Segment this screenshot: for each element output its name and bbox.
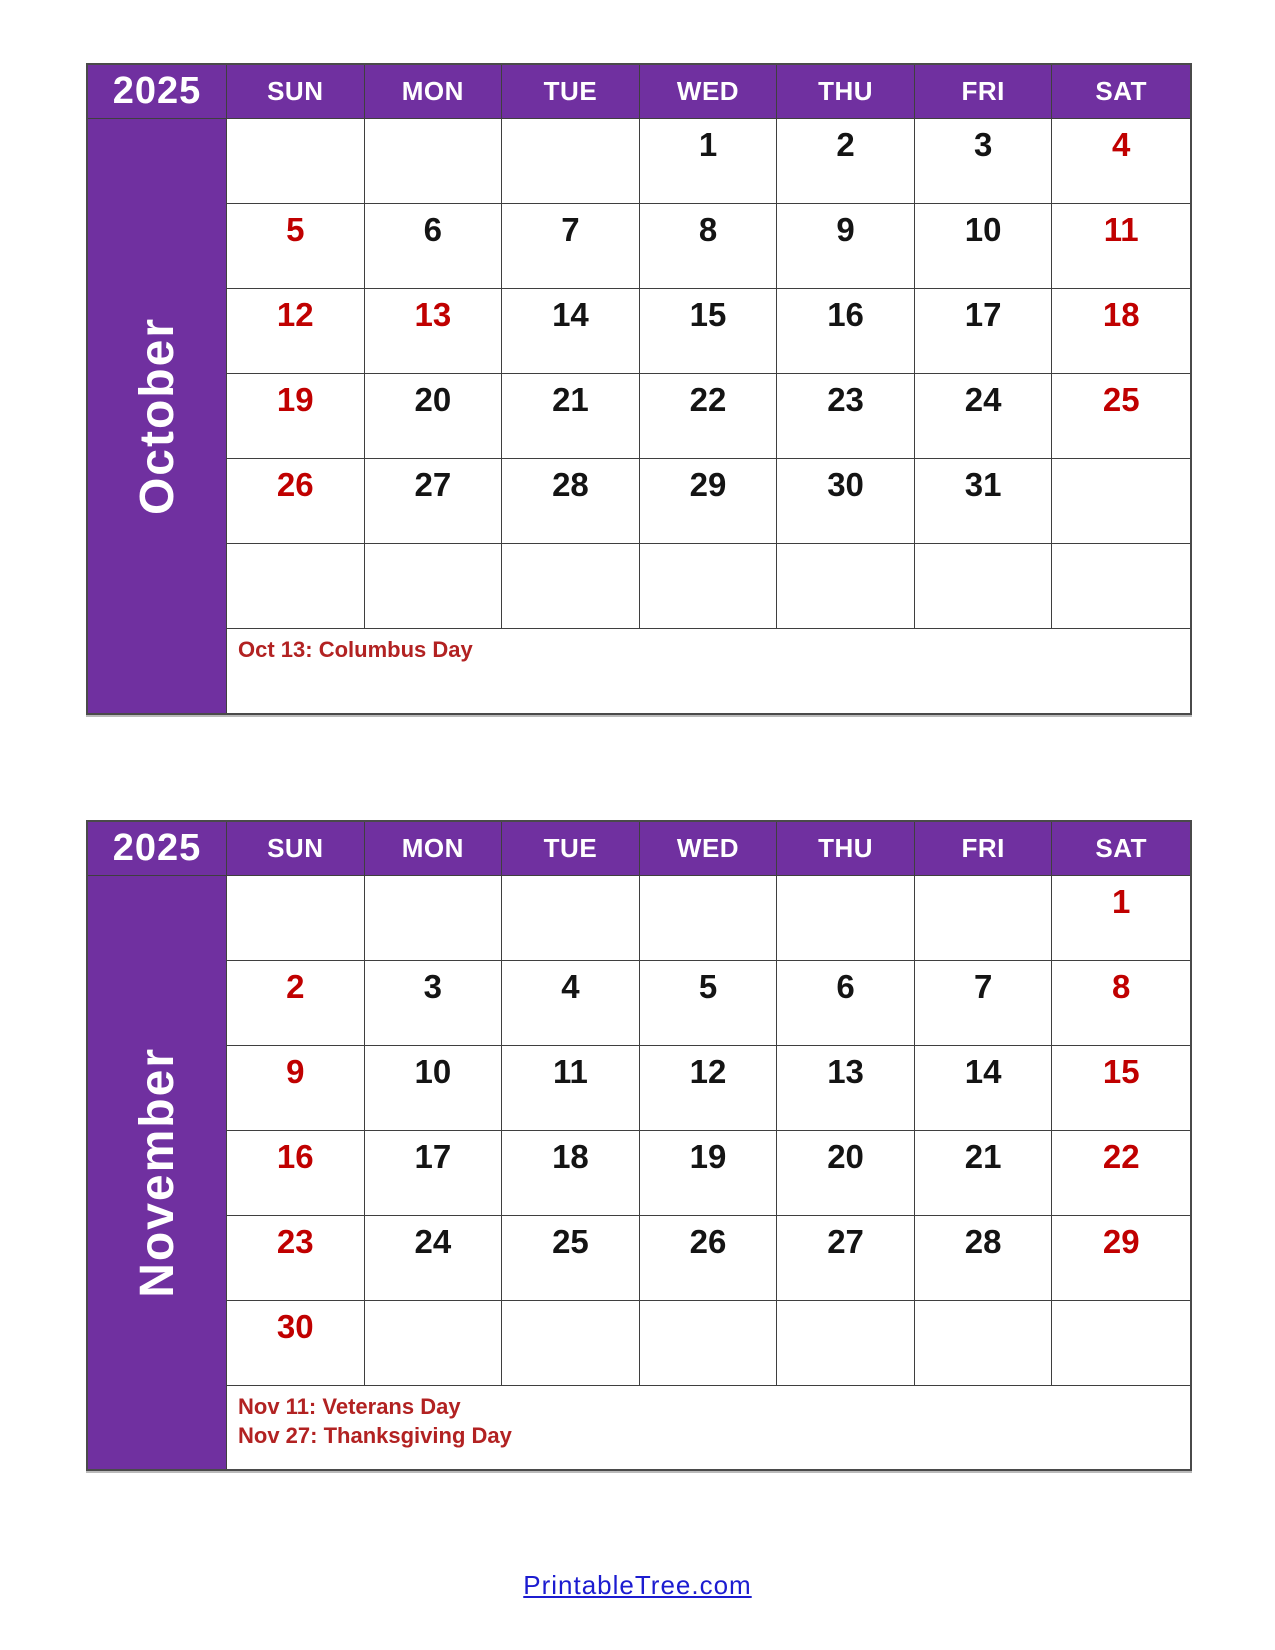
date-cell-november-19	[640, 1131, 778, 1216]
holiday-notes	[227, 629, 1190, 713]
month-label: November	[130, 1047, 184, 1298]
date-number: 20	[414, 381, 452, 418]
holiday-note: Oct 13: Columbus Day	[238, 637, 473, 662]
date-number: 9	[286, 1053, 305, 1090]
date-number: 20	[827, 1138, 864, 1175]
date-number: 12	[276, 296, 314, 333]
date-number: 6	[836, 968, 855, 1005]
date-number: 26	[276, 466, 314, 503]
date-cell-october-28	[502, 459, 640, 544]
date-cell-empty	[502, 119, 640, 204]
day-header-sat: SAT	[1052, 65, 1190, 119]
date-cell-november-17	[365, 1131, 503, 1216]
date-cell-november-6	[777, 961, 915, 1046]
date-cell-november-26	[640, 1216, 778, 1301]
date-cell-november-11	[502, 1046, 640, 1131]
date-cell-november-10	[365, 1046, 503, 1131]
day-header-tue: TUE	[502, 65, 640, 119]
date-cell-november-20	[777, 1131, 915, 1216]
date-cell-empty	[502, 1301, 640, 1386]
date-number: 29	[689, 466, 727, 503]
date-cell-october-9	[777, 204, 915, 289]
date-number: 22	[689, 381, 727, 418]
day-header-thu: THU	[777, 822, 915, 876]
month-label: October	[130, 316, 184, 516]
date-cell-november-30	[227, 1301, 365, 1386]
date-cell-october-3	[915, 119, 1053, 204]
october-2025-calendar	[86, 63, 1192, 715]
date-number: 28	[552, 466, 589, 503]
date-cell-october-4	[1052, 119, 1190, 204]
date-number: 8	[1112, 968, 1131, 1005]
date-number: 13	[827, 1053, 864, 1090]
date-number: 15	[1102, 1053, 1140, 1090]
date-cell-october-17	[915, 289, 1053, 374]
date-number: 16	[276, 1138, 314, 1175]
date-cell-empty	[1052, 544, 1190, 629]
date-cell-october-10	[915, 204, 1053, 289]
date-cell-empty	[365, 544, 503, 629]
date-number: 4	[1112, 126, 1131, 163]
date-cell-empty	[640, 876, 778, 961]
date-cell-empty	[640, 544, 778, 629]
date-cell-empty	[777, 544, 915, 629]
date-number: 21	[552, 381, 589, 418]
date-cell-november-9	[227, 1046, 365, 1131]
footer	[0, 1570, 1275, 1601]
date-cell-october-22	[640, 374, 778, 459]
date-cell-november-22	[1052, 1131, 1190, 1216]
date-number: 26	[689, 1223, 727, 1260]
date-cell-november-8	[1052, 961, 1190, 1046]
date-number: 31	[964, 466, 1002, 503]
date-cell-november-2	[227, 961, 365, 1046]
date-number: 28	[964, 1223, 1002, 1260]
date-cell-november-18	[502, 1131, 640, 1216]
date-number: 22	[1102, 1138, 1140, 1175]
date-cell-november-7	[915, 961, 1053, 1046]
date-number: 14	[964, 1053, 1002, 1090]
date-cell-october-26	[227, 459, 365, 544]
date-cell-october-19	[227, 374, 365, 459]
date-cell-empty	[365, 1301, 503, 1386]
date-number: 25	[1102, 381, 1140, 418]
date-number: 19	[276, 381, 314, 418]
date-cell-october-15	[640, 289, 778, 374]
date-number: 11	[552, 1053, 588, 1090]
date-number: 6	[423, 211, 443, 248]
date-cell-empty	[1052, 1301, 1190, 1386]
date-cell-october-24	[915, 374, 1053, 459]
day-header-sun: SUN	[227, 65, 365, 119]
date-cell-october-14	[502, 289, 640, 374]
november-2025-calendar	[86, 820, 1192, 1471]
date-number: 18	[552, 1138, 589, 1175]
date-cell-november-14	[915, 1046, 1053, 1131]
date-cell-november-13	[777, 1046, 915, 1131]
date-cell-october-20	[365, 374, 503, 459]
date-cell-empty	[640, 1301, 778, 1386]
date-number: 12	[689, 1053, 727, 1090]
date-number: 7	[973, 968, 993, 1005]
date-number: 23	[276, 1223, 314, 1260]
date-cell-october-13	[365, 289, 503, 374]
day-header-fri: FRI	[915, 822, 1053, 876]
date-cell-november-21	[915, 1131, 1053, 1216]
date-cell-empty	[1052, 459, 1190, 544]
date-cell-october-7	[502, 204, 640, 289]
date-cell-october-5	[227, 204, 365, 289]
date-number: 13	[414, 296, 452, 333]
month-sidebar	[88, 119, 227, 713]
date-cell-october-18	[1052, 289, 1190, 374]
day-header-wed: WED	[640, 65, 778, 119]
date-cell-november-15	[1052, 1046, 1190, 1131]
date-number: 2	[836, 126, 855, 163]
date-cell-november-16	[227, 1131, 365, 1216]
date-cell-empty	[365, 119, 503, 204]
holiday-note: Nov 11: Veterans Day	[238, 1394, 461, 1419]
date-number: 8	[698, 211, 718, 248]
date-number: 29	[1102, 1223, 1140, 1260]
day-header-mon: MON	[365, 65, 503, 119]
date-cell-october-11	[1052, 204, 1190, 289]
date-cell-empty	[777, 1301, 915, 1386]
date-number: 7	[561, 211, 580, 248]
date-cell-october-16	[777, 289, 915, 374]
date-number: 9	[836, 211, 855, 248]
date-cell-october-30	[777, 459, 915, 544]
date-cell-october-12	[227, 289, 365, 374]
date-number: 3	[973, 126, 993, 163]
date-cell-november-4	[502, 961, 640, 1046]
year-label: 2025	[88, 822, 227, 876]
date-number: 10	[414, 1053, 452, 1090]
date-cell-october-27	[365, 459, 503, 544]
date-number: 4	[561, 968, 580, 1005]
date-number: 15	[689, 296, 727, 333]
date-number: 30	[276, 1308, 314, 1345]
date-cell-october-31	[915, 459, 1053, 544]
day-header-wed: WED	[640, 822, 778, 876]
date-cell-november-29	[1052, 1216, 1190, 1301]
date-number: 21	[964, 1138, 1002, 1175]
date-number: 2	[286, 968, 305, 1005]
holiday-notes	[227, 1386, 1190, 1469]
date-cell-empty	[365, 876, 503, 961]
date-cell-empty	[915, 544, 1053, 629]
date-cell-empty	[915, 1301, 1053, 1386]
day-header-mon: MON	[365, 822, 503, 876]
date-number: 11	[1103, 211, 1139, 248]
holiday-note: Nov 27: Thanksgiving Day	[238, 1423, 512, 1449]
date-number: 16	[827, 296, 864, 333]
date-cell-november-28	[915, 1216, 1053, 1301]
date-cell-november-24	[365, 1216, 503, 1301]
date-cell-november-23	[227, 1216, 365, 1301]
date-cell-empty	[227, 544, 365, 629]
date-number: 18	[1102, 296, 1140, 333]
date-number: 17	[414, 1138, 452, 1175]
date-number: 24	[964, 381, 1002, 418]
date-cell-november-5	[640, 961, 778, 1046]
date-cell-october-2	[777, 119, 915, 204]
date-number: 1	[698, 126, 718, 163]
date-number: 30	[827, 466, 864, 503]
date-cell-october-8	[640, 204, 778, 289]
year-label: 2025	[88, 65, 227, 119]
date-cell-november-27	[777, 1216, 915, 1301]
date-number: 27	[414, 466, 452, 503]
date-cell-october-1	[640, 119, 778, 204]
date-cell-october-25	[1052, 374, 1190, 459]
date-number: 5	[286, 211, 305, 248]
date-cell-november-12	[640, 1046, 778, 1131]
date-number: 10	[964, 211, 1002, 248]
date-number: 19	[689, 1138, 727, 1175]
day-header-sat: SAT	[1052, 822, 1190, 876]
day-header-thu: THU	[777, 65, 915, 119]
date-cell-october-23	[777, 374, 915, 459]
day-header-sun: SUN	[227, 822, 365, 876]
date-cell-empty	[502, 544, 640, 629]
day-header-tue: TUE	[502, 822, 640, 876]
date-number: 5	[698, 968, 718, 1005]
date-number: 27	[827, 1223, 864, 1260]
date-cell-october-6	[365, 204, 503, 289]
date-number: 3	[423, 968, 443, 1005]
date-number: 14	[552, 296, 589, 333]
date-number: 24	[414, 1223, 452, 1260]
date-cell-empty	[227, 119, 365, 204]
date-cell-empty	[915, 876, 1053, 961]
date-cell-october-21	[502, 374, 640, 459]
date-cell-november-25	[502, 1216, 640, 1301]
date-cell-november-1	[1052, 876, 1190, 961]
printabletree-link[interactable]: PrintableTree.com	[523, 1570, 752, 1600]
day-header-fri: FRI	[915, 65, 1053, 119]
date-cell-october-29	[640, 459, 778, 544]
date-number: 17	[964, 296, 1002, 333]
date-number: 23	[827, 381, 864, 418]
month-sidebar	[88, 876, 227, 1469]
date-number: 25	[552, 1223, 589, 1260]
date-number: 1	[1112, 883, 1131, 920]
date-cell-empty	[777, 876, 915, 961]
date-cell-empty	[502, 876, 640, 961]
date-cell-november-3	[365, 961, 503, 1046]
date-cell-empty	[227, 876, 365, 961]
